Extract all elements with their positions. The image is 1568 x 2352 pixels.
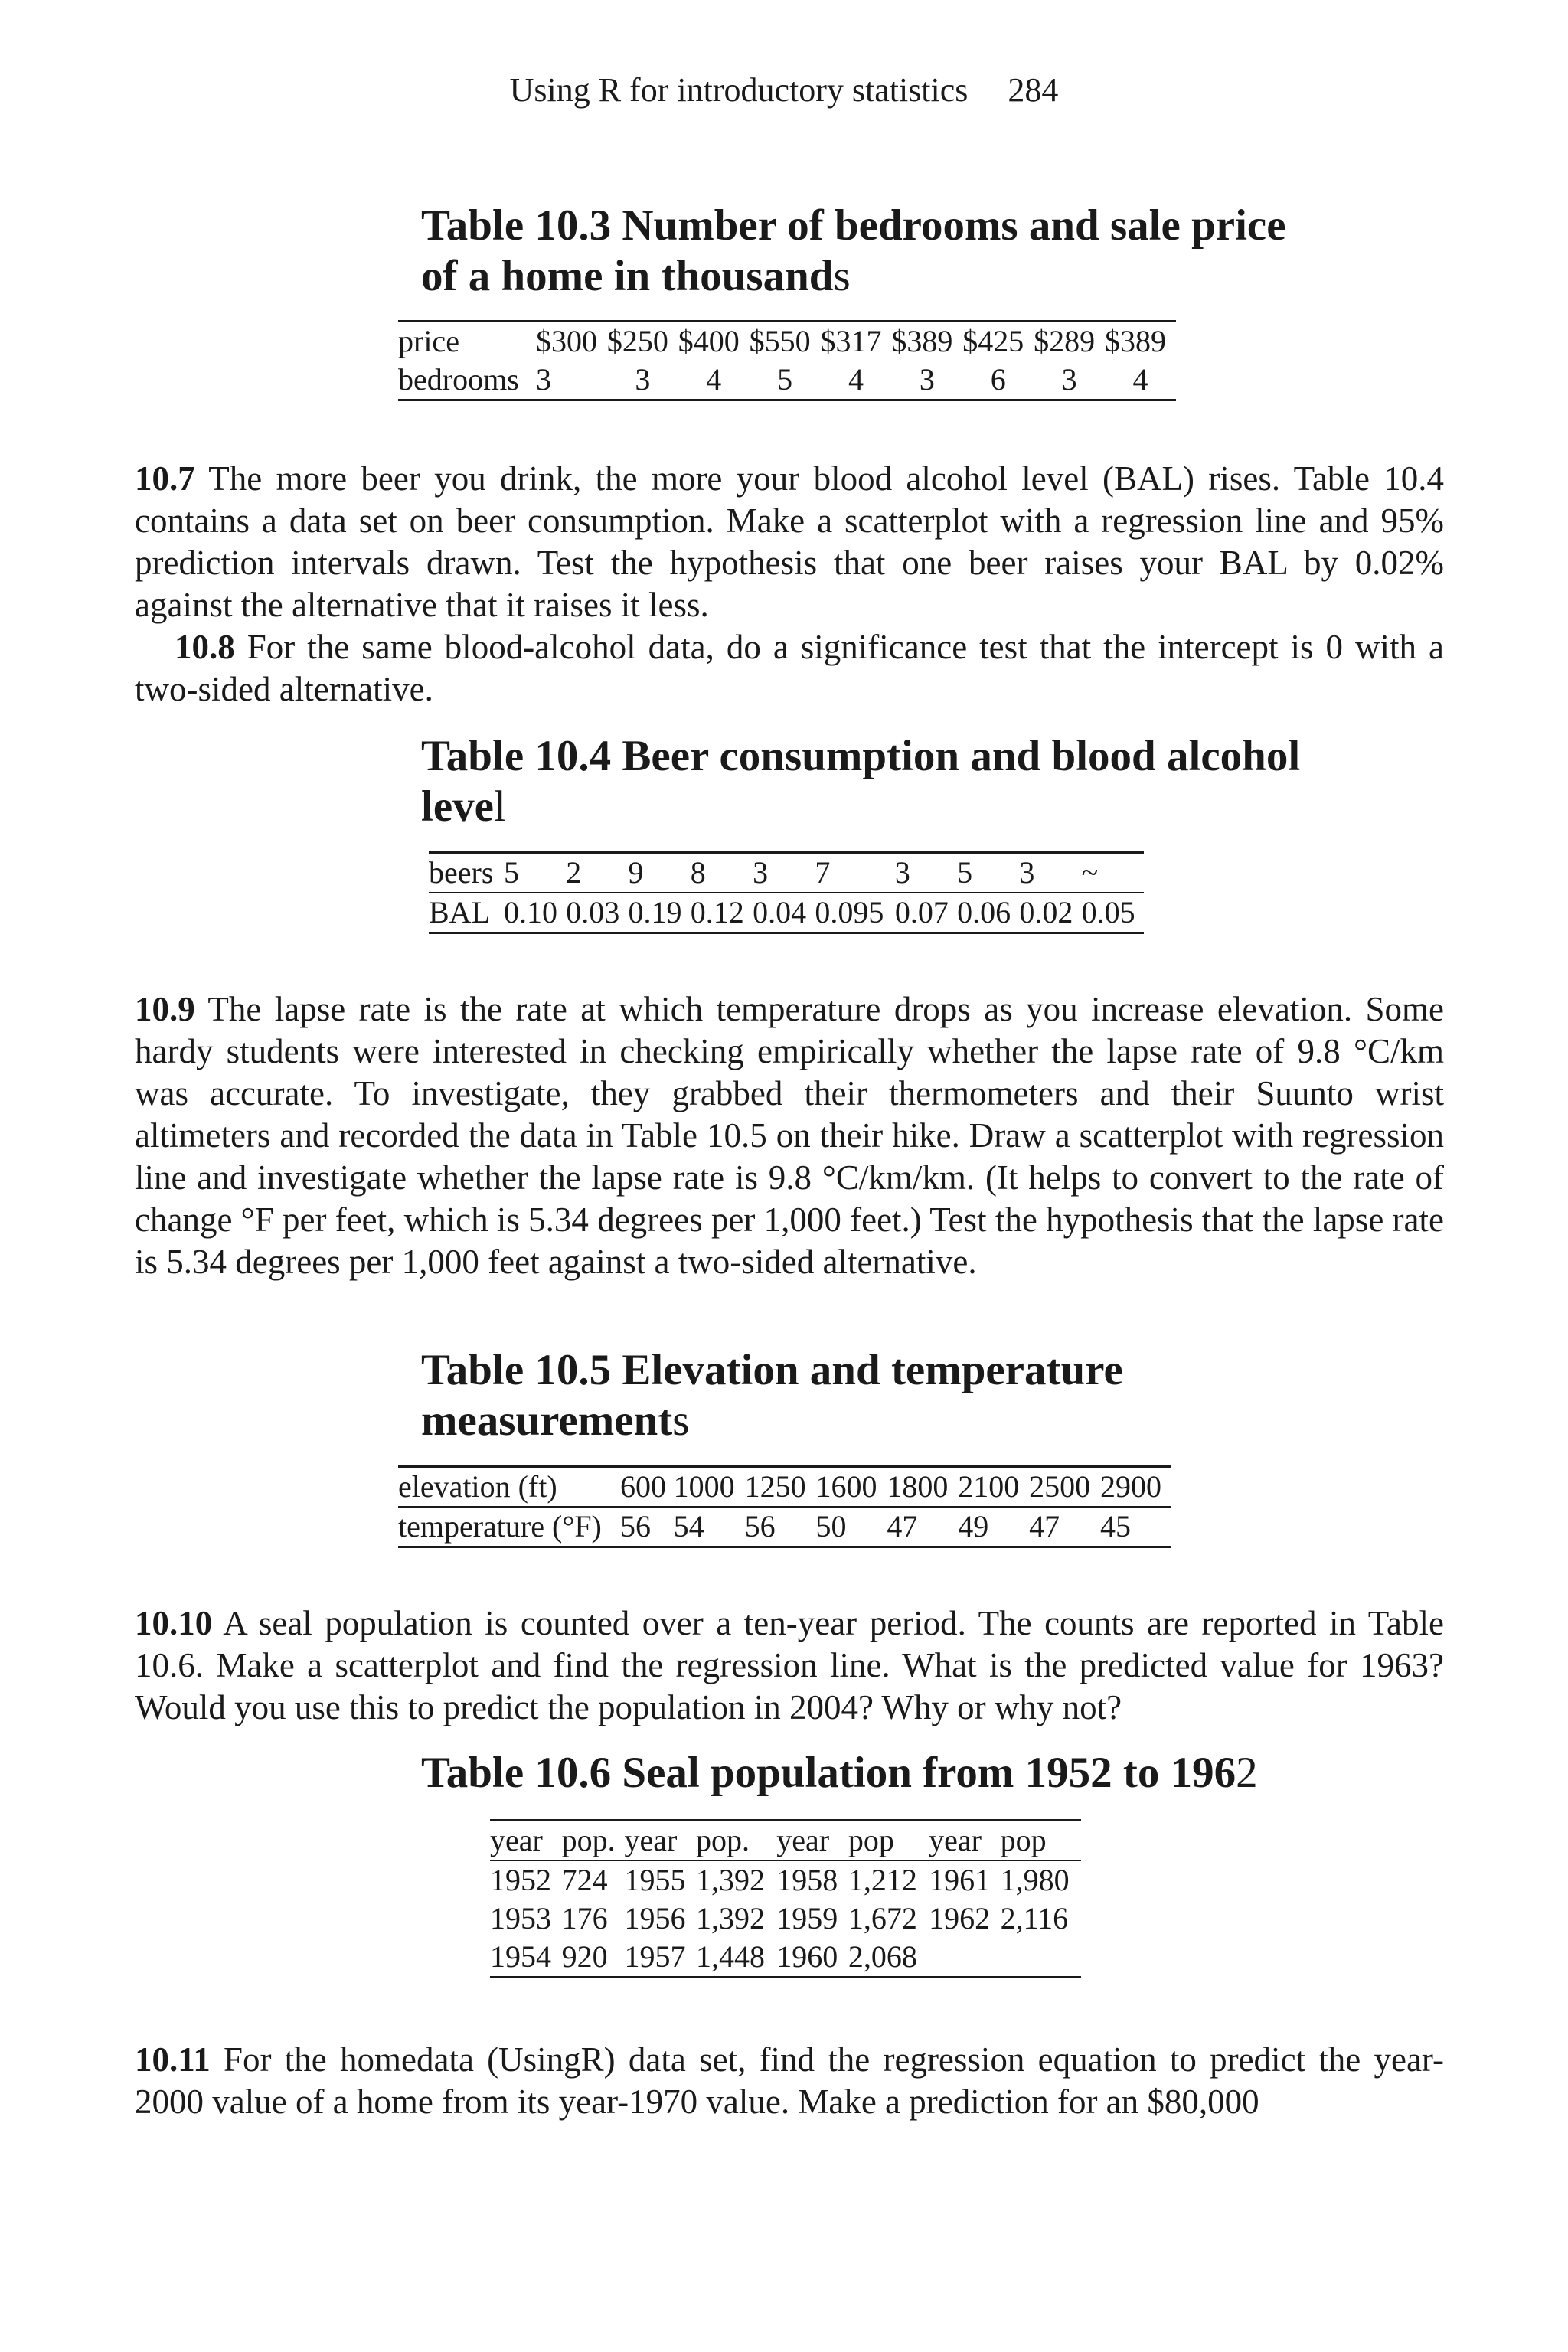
table-row: 1952 724 1955 1,392 1958 1,212 1961 1,980	[490, 1863, 1070, 1897]
table-10-5-caption: Table 10.5 Elevation and temperature measurements	[421, 1346, 1123, 1445]
table-row: temperature (°F) 56 54 56 50 47 49 47 45	[398, 1507, 1171, 1547]
running-header	[0, 70, 1568, 109]
exercise-10-11: 10.11 For the homedata (UsingR) data set, find the regression equation to predict the year-2000 value of a home from its year-1970 value. Make a prediction for an $80,000	[135, 2040, 1445, 2121]
table-10-4-caption: Table 10.4 Beer consumption and blood alcohol level	[421, 732, 1301, 831]
exercise-10-7-8	[135, 458, 1444, 710]
table-header-row: year pop. year pop. year pop year pop	[490, 1821, 1081, 1861]
table-row: elevation (ft) 600 1000 1250 1600 1800 2100 2500 2900	[398, 1467, 1171, 1508]
exercise-10-8: 10.8 For the same blood-alcohol data, do a significance test that the intercept is 0 with a two-sided alternative.	[135, 628, 1444, 708]
table-10-6	[490, 1819, 1081, 1978]
table-10-4	[429, 851, 1144, 934]
exercise-10-10: 10.10 A seal population is counted over a ten-year period. The counts are reported in Table 10.6. Make a scatterplot and find the regression line. What is the predicted value for 1963? Would you use this to predict the population in 2004? Why or why not?	[135, 1604, 1444, 1726]
table-row: BAL 0.10 0.03 0.19 0.12 0.04 0.095 0.07 0.06 0.02 0.05	[429, 893, 1144, 933]
table-10-3	[398, 320, 1176, 401]
table-10-3-caption: Table 10.3 Number of bedrooms and sale price of a home in thousands	[421, 201, 1286, 300]
table-row: 1953 176 1956 1,392 1959 1,672 1962 2,116	[490, 1901, 1069, 1936]
page-number: 284	[1008, 71, 1059, 109]
table-10-6-caption: Table 10.6 Seal population from 1952 to 1962	[421, 1749, 1258, 1797]
table-row: price $300 $250 $400 $550 $317 $389 $425 $289 $389	[398, 322, 1176, 361]
running-title: Using R for introductory statistics	[509, 71, 969, 109]
table-10-5	[398, 1465, 1171, 1548]
table-row: bedrooms 3 3 4 5 4 3 6 3 4	[398, 361, 1176, 400]
exercise-10-7: 10.7 The more beer you drink, the more your blood alcohol level (BAL) rises. Table 10.4 contains a data set on beer consumption. Make a scatterplot with a regression line and 95% prediction intervals drawn. Test the hypothesis that one beer raises your BAL by 0.02% against the alternative that it raises it less.	[135, 459, 1445, 624]
table-row: beers 5 2 9 8 3 7 3 5 3 ~	[429, 853, 1144, 893]
exercise-10-9: 10.9 The lapse rate is the rate at which temperature drops as you increase elevation. Some hardy students were interested in checking empirically whether the lapse rate of 9.8 °C/km was accurate. To investigate, they grabbed their thermometers and their Suunto wrist altimeters and recorded the data in Table 10.5 on their hike. Draw a scatterplot with regression line and investigate whether the lapse rate is 9.8 °C/km/km. (It helps to convert to the rate of change °F per feet, which is 5.34 degrees per 1,000 feet.) Test the hypothesis that the lapse rate is 5.34 degrees per 1,000 feet against a two-sided alternative.	[135, 990, 1445, 1281]
table-row: 1954 920 1957 1,448 1960 2,068	[490, 1938, 1081, 1978]
